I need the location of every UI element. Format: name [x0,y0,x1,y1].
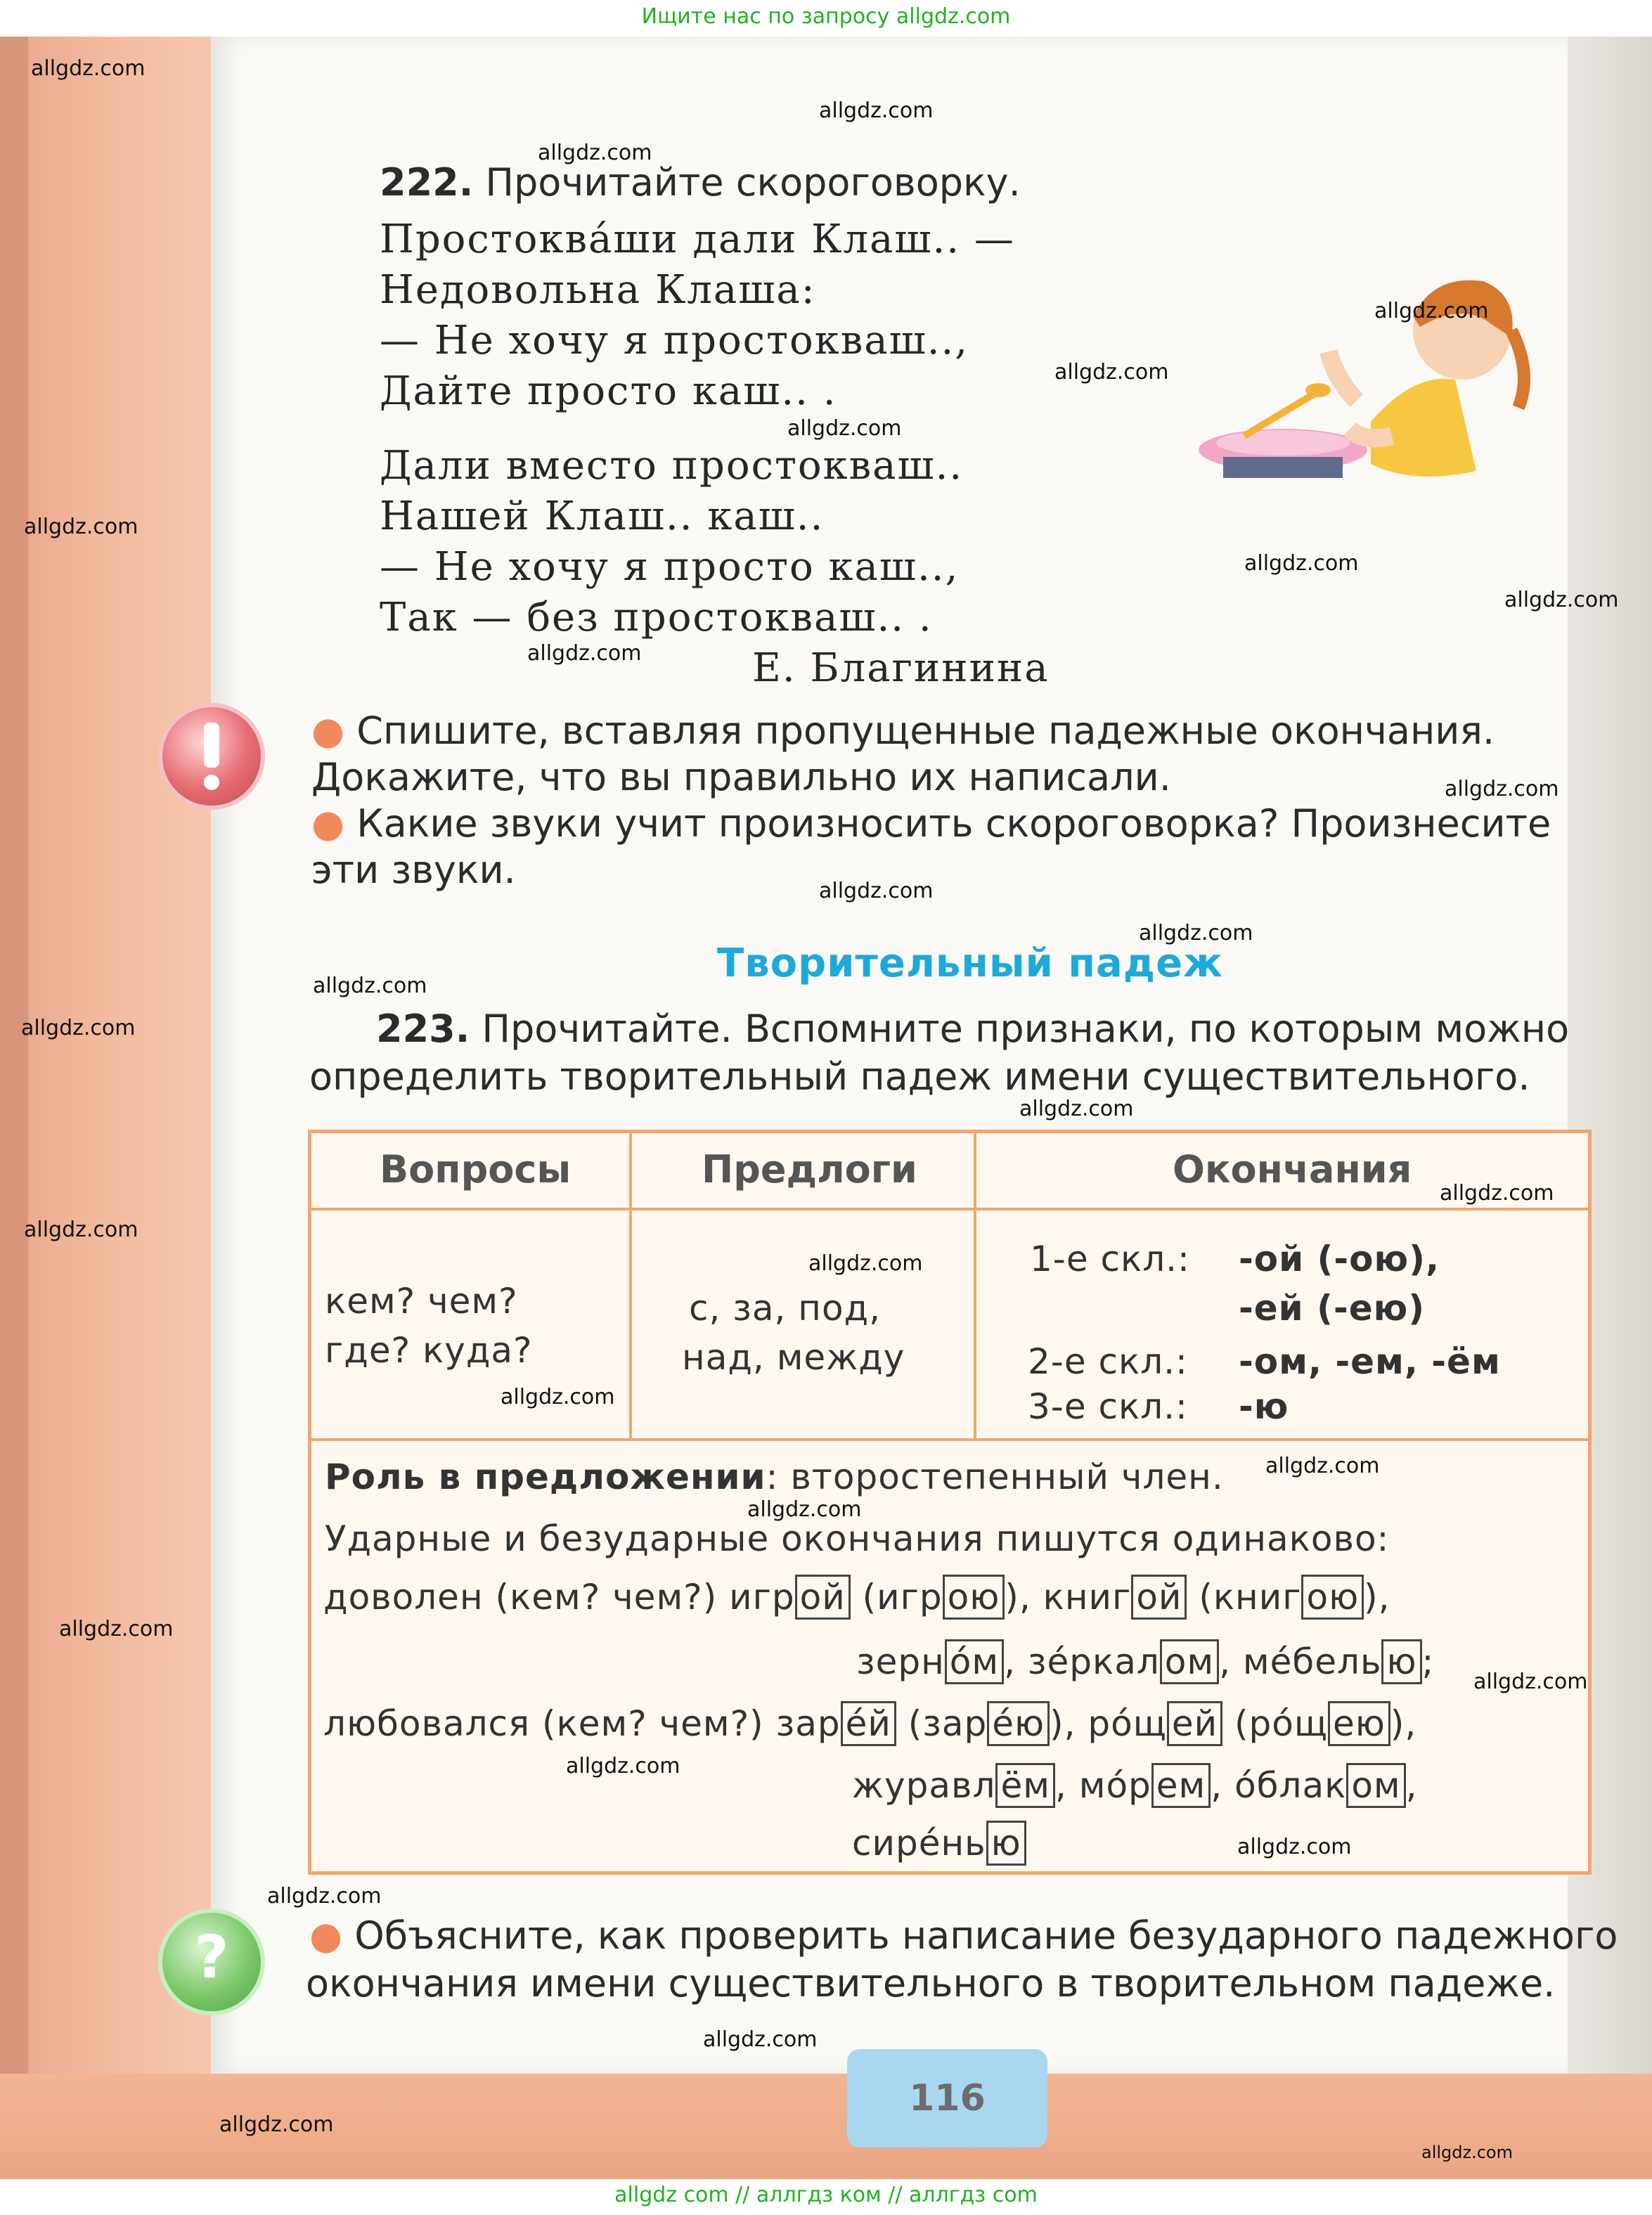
role-value: : второстепенный член. [766,1457,1224,1497]
watermark: allgdz.com [808,1251,923,1276]
left-book-edge [0,37,28,2179]
example-word: журавл ём , [852,1765,1067,1806]
watermark: allgdz.com [1374,299,1489,323]
watermark: allgdz.com [24,1218,138,1242]
example-row-4 [852,1763,1418,1808]
ending-box: ею [1328,1701,1390,1746]
page-number-tab [847,2049,1047,2148]
page-number: 116 [909,2077,986,2119]
poem-line: — Не хочу я просто каш.., [380,544,960,590]
poem-line: Нашей Клаш.. каш.. [380,493,825,539]
exclamation-icon [158,703,265,810]
bullet-icon: ● [311,709,345,753]
role-label: Роль в предложении [325,1457,766,1497]
example-word: (книг ою ), [1199,1577,1390,1617]
watermark: allgdz.com [501,1385,615,1409]
watermark: allgdz.com [703,2027,818,2052]
decl3-label: 3-е скл.: [1028,1386,1188,1427]
poem-line: Недовольна Клаша: [380,267,816,313]
header-prepositions: Предлоги [702,1147,917,1192]
ex223-number: 223. [376,1007,470,1051]
watermark: allgdz.com [527,641,642,666]
poem-line: — Не хочу я простокваш.., [380,318,969,363]
example-word: зар éй [776,1703,896,1744]
poem-line: Простоква́ши дали Клаш.. — [380,217,1015,262]
task2-line2: эти звуки. [311,848,516,892]
ex223-line1 [376,1007,1569,1051]
ending-box: éю [987,1701,1050,1746]
top-banner: Ищите нас по запросу allgdz.com [641,4,1011,29]
question-line2: окончания имени существительного в творительном падеже. [306,1961,1556,2006]
example-word: óблак ом , [1234,1765,1417,1806]
decl1-endings: -ой (-ою), [1239,1239,1440,1279]
question-line1 [309,1913,1618,1958]
watermark: allgdz.com [31,56,146,81]
poem-line: Так — без простокваш.. . [380,595,933,640]
example-word: зерн óм , [856,1641,1016,1682]
watermark: allgdz.com [24,515,138,539]
questions-cell: где? куда? [325,1330,533,1371]
example-word: мóр ем , [1079,1765,1222,1806]
section-heading: Творительный падеж [717,941,1223,986]
example-word: рóщ ей [1088,1703,1222,1744]
table-divider [974,1132,976,1440]
ending-box: óм [945,1639,1004,1684]
poem-line: Дайте просто каш.. . [380,368,837,414]
watermark: allgdz.com [21,1016,136,1040]
ex222-heading [380,160,1021,205]
example-word: сирéнь ю [852,1823,1026,1864]
ending-box: éй [841,1701,896,1746]
example-row-5 [852,1821,1026,1866]
watermark: allgdz.com [267,1884,382,1909]
role-line [325,1457,1224,1497]
prepositions-cell: с, за, под, [689,1288,882,1329]
watermark: allgdz.com [1445,777,1559,801]
task2-line1 [311,801,1551,846]
decl2-label: 2-е скл.: [1028,1341,1188,1382]
watermark: allgdz.com [1139,921,1253,945]
ending-box: ом [1160,1639,1219,1684]
table-divider [309,1208,1590,1210]
watermark: allgdz.com [538,141,652,165]
bullet-icon: ● [311,801,345,846]
example-row-3 [323,1701,1417,1746]
questions-cell: кем? чем? [325,1281,518,1322]
watermark: allgdz.com [787,416,902,441]
ex223-line2: определить творительный падеж имени существительного. [309,1054,1530,1099]
watermark: allgdz.com [1244,551,1359,576]
task1-line1 [311,709,1495,753]
prepositions-cell: над, между [682,1337,905,1378]
ending-box: ём [995,1763,1054,1808]
table-divider [629,1132,632,1440]
watermark: allgdz.com [1504,588,1619,612]
example-word: (рóщ ею ), [1234,1703,1417,1744]
ending-box: ем [1151,1763,1211,1808]
watermark: allgdz.com [1265,1454,1380,1478]
watermark: allgdz.com [1440,1181,1554,1206]
header-endings: Окончания [1173,1147,1412,1192]
ending-box: ой [795,1575,851,1620]
bottom-banner: allgdz com // аллгдз ком // аллгдз com [614,2183,1038,2207]
example-lead: доволен (кем? чем?) [323,1577,718,1617]
watermark: allgdz.com [819,879,934,903]
example-word: книг ой [1043,1577,1187,1617]
watermark: allgdz.com [566,1754,680,1778]
watermark: allgdz.com [313,974,427,998]
example-word: мéбель ю ; [1243,1641,1434,1682]
ending-box: ю [1381,1639,1421,1684]
decl1-endings: -ей (-ею) [1239,1288,1426,1329]
question-text: Объясните, как проверить написание безударного падежного [354,1913,1618,1958]
example-lead: любовался (кем? чем?) [323,1703,764,1744]
ending-box: ом [1346,1763,1405,1808]
watermark: allgdz.com [1473,1670,1588,1694]
header-questions: Вопросы [380,1147,572,1192]
decl1-label: 1-е скл.: [1030,1239,1190,1279]
example-row-2 [856,1639,1434,1684]
ex222-instruction: Прочитайте скороговорку. [485,160,1021,205]
watermark: allgdz.com [1237,1835,1352,1859]
ending-box: ей [1167,1701,1222,1746]
bullet-icon: ● [309,1913,343,1958]
left-page-edge [0,37,211,2179]
ex223-text: Прочитайте. Вспомните признаки, по которым можно [482,1007,1570,1051]
task1-line2: Докажите, что вы правильно их написали. [311,755,1171,799]
ending-box: ю [986,1821,1026,1866]
decl3-endings: -ю [1239,1386,1289,1427]
decl2-endings: -ом, -ем, -ём [1239,1341,1501,1382]
example-row-1 [323,1575,1390,1620]
poem-author: Е. Благинина [752,645,1050,691]
task2-text: Какие звуки учит произносить скороговорка? Произнесите [356,801,1551,846]
table-divider [309,1438,1590,1441]
task1-text: Спишите, вставляя пропущенные падежные окончания. [356,709,1495,753]
ending-box: ою [1301,1575,1364,1620]
question-icon: ? [158,1909,265,2015]
poem-line: Дали вместо простокваш.. [380,443,964,489]
watermark: allgdz.com [1054,360,1169,385]
watermark: allgdz.com [59,1617,174,1641]
rule-line: Ударные и безударные окончания пишутся одинаково: [325,1518,1390,1559]
watermark: allgdz.com [747,1497,862,1522]
ex222-number: 222. [380,160,474,205]
watermark: allgdz.com [1019,1097,1134,1121]
ending-box: ою [943,1575,1005,1620]
girl-illustration [1181,260,1547,513]
watermark: allgdz.com [1421,2143,1513,2162]
example-word: зéркал ом , [1028,1641,1231,1682]
ending-box: ой [1131,1575,1187,1620]
example-word: (игр ою ), [863,1577,1031,1617]
watermark: allgdz.com [219,2112,334,2137]
example-word: игр ой [729,1577,851,1617]
example-word: (зар éю ), [908,1703,1076,1744]
watermark: allgdz.com [819,98,934,123]
